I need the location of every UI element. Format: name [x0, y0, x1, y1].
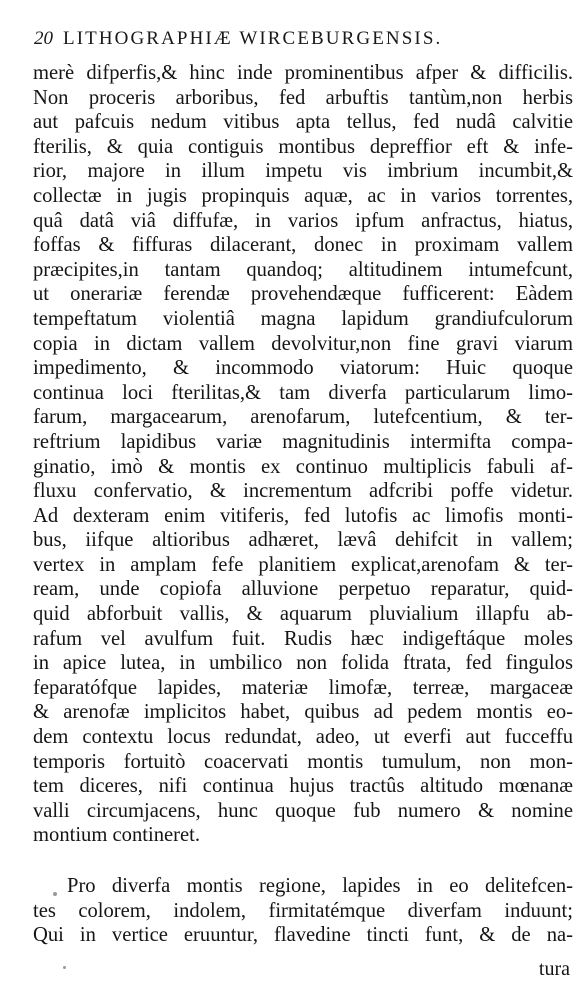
text-line: Non proceris arboribus, fed arbuftis tantùm,non herbis [33, 86, 573, 109]
text-line: aut pafcuis nedum vitibus apta tellus, fed nudâ calvitie [33, 111, 573, 134]
text-line: rafum vel avulfum fuit. Rudis hæc indigeftáque moles [33, 627, 573, 650]
text-line: impedimento, & incommodo viatorum: Huic quoque [33, 357, 573, 380]
text-line: ut onerariæ ferendæ provehendæque fufficerent: Eàdem [33, 283, 573, 306]
text-line: foffas & fiffuras dilacerant, donec in proximam vallem [33, 234, 573, 257]
running-head: LITHOGRAPHIÆ WIRCEBURGENSIS. [63, 28, 443, 49]
paragraph-break [33, 848, 573, 874]
ink-speck [53, 892, 57, 896]
ink-speck [63, 966, 66, 969]
text-line: rior, majore in illum impetu vis imbrium incumbit,& [33, 160, 573, 183]
catchword: tura [538, 958, 570, 980]
text-line: quâ datâ viâ diffufæ, in varios ipfum anfractus, hiatus, [33, 209, 573, 232]
text-line: tes colorem, indolem, firmitatémque diverfam induunt; [33, 899, 573, 922]
text-line: reftrium lapidibus variæ magnitudinis intermifta compa- [33, 430, 573, 453]
text-line: Ad dexteram enim vitiferis, fed lutofis ac limofis monti- [33, 504, 573, 527]
text-line: Pro diverfa montis regione, lapides in eo delitefcen- [67, 875, 573, 897]
text-line: & arenofæ implicitos habet, quibus ad pedem montis eo- [33, 701, 573, 724]
text-line: copia in dictam vallem devolvitur,non fine gravi viarum [33, 332, 573, 355]
text-line: tem diceres, nifi continua hujus tractûs altitudo mœnanæ [33, 775, 573, 798]
page-number: 20 [34, 28, 53, 49]
text-line: ginatio, imò & montis ex continuo multiplicis fabuli af- [33, 455, 573, 478]
text-line: in apice lutea, in umbilico non folida ftrata, fed fingulos [33, 652, 573, 675]
paragraph-2 [33, 874, 573, 948]
text-line: collectæ in jugis propinquis aquæ, ac in varios torrentes, [33, 184, 573, 207]
text-line: merè difperfis,& hinc inde prominentibus afper & difficilis. [33, 62, 573, 84]
text-line: farum, margacearum, arenofarum, lutefcentium, & ter- [33, 406, 573, 429]
text-line: montium contineret. [33, 824, 201, 847]
page-header [34, 28, 544, 54]
paragraph-1 [33, 61, 573, 848]
text-line: tempeftatum violentiâ magna lapidum grandiufculorum [33, 307, 573, 330]
text-line: continua loci fterilitas,& tam diverfa particularum limo- [33, 381, 573, 404]
text-line: Qui in vertice eruuntur, flavedine tincti funt, & de na- [33, 924, 573, 947]
text-line: vertex in amplam fefe planitiem explicat,arenofam & ter- [33, 553, 573, 576]
text-line: ream, unde copiofa alluvione perpetuo reparatur, quid- [33, 578, 573, 601]
text-line: dem contextu locus redundat, adeo, ut everfi aut fucceffu [33, 726, 573, 749]
text-line: fterilis, & quia contiguis montibus depreffior eft & infe- [33, 135, 573, 158]
text-line: temporis fortuitò coacervati montis tumulum, non mon- [33, 750, 573, 773]
text-line: bus, iifque altioribus adhæret, lævâ dehifcit in vallem; [33, 529, 573, 552]
latin-body-text [33, 61, 573, 948]
text-line: feparatófque lapides, materiæ limofæ, terreæ, margaceæ [33, 676, 573, 699]
text-line: fluxu confervatio, & incrementum adfcribi poffe videtur. [33, 480, 573, 503]
text-line: præcipites,in tantam quandoq; altitudinem intumefcunt, [33, 258, 573, 281]
text-line: quid abforbuit vallis, & aquarum pluvialium illapfu ab- [33, 603, 573, 626]
text-line: valli circumjacens, hunc quoque fub numero & nomine [33, 799, 573, 822]
